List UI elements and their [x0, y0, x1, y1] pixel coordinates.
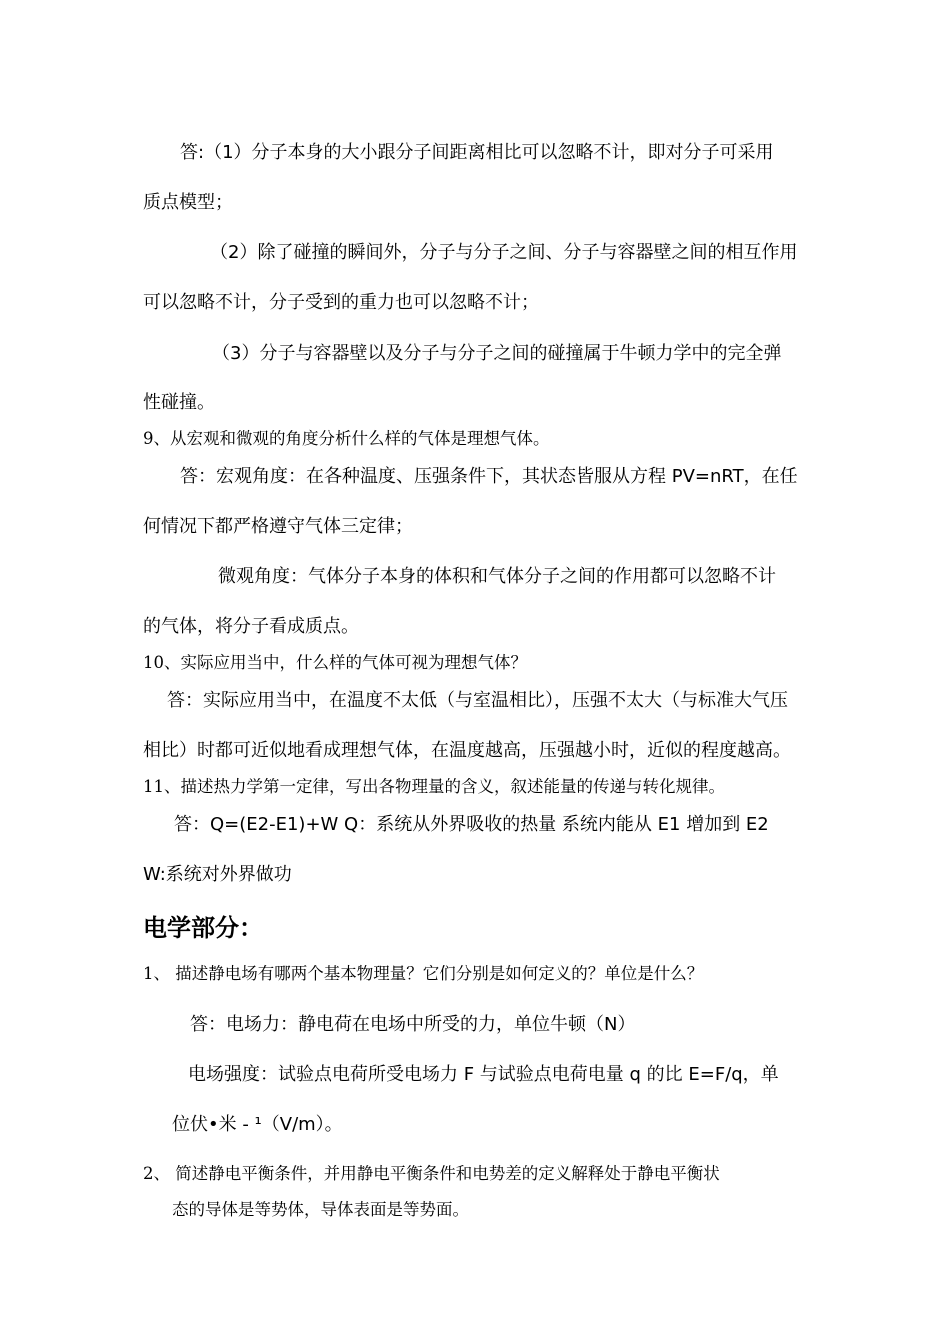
electric-answer-1-line-1: 答：电场力：静电荷在电场中所受的力，单位牛顿（N）	[190, 1014, 636, 1035]
answer-8-line-3: （2）除了碰撞的瞬间外，分子与分子之间、分子与容器壁之间的相互作用	[210, 242, 798, 263]
electric-answer-1-line-3: 位伏•米 - ¹（V/m）。	[172, 1114, 343, 1135]
question-10: 10、实际应用当中，什么样的气体可视为理想气体？	[143, 653, 527, 672]
answer-10-line-2: 相比）时都可近似地看成理想气体，在温度越高，压强越小时，近似的程度越高。	[143, 740, 791, 761]
answer-9-line-1: 答：宏观角度：在各种温度、压强条件下，其状态皆服从方程 PV=nRT，在任	[180, 466, 798, 487]
answer-9-line-2: 何情况下都严格遵守气体三定律；	[143, 516, 413, 537]
question-9: 9、从宏观和微观的角度分析什么样的气体是理想气体。	[143, 429, 550, 448]
answer-9-line-3: 微观角度：气体分子本身的体积和气体分子之间的作用都可以忽略不计	[218, 566, 776, 587]
answer-8-line-5: （3）分子与容器壁以及分子与分子之间的碰撞属于牛顿力学中的完全弹	[212, 343, 782, 364]
answer-8-line-4: 可以忽略不计，分子受到的重力也可以忽略不计；	[143, 292, 539, 313]
electric-answer-1-line-2: 电场强度：试验点电荷所受电场力 F 与试验点电荷电量 q 的比 E=F/q，单	[188, 1064, 779, 1085]
answer-10-line-1: 答：实际应用当中，在温度不太低（与室温相比），压强不太大（与标准大气压	[167, 690, 788, 711]
answer-11-line-1: 答：Q=(E2-E1)+W Q：系统从外界吸收的热量 系统内能从 E1 增加到 E2	[174, 814, 769, 835]
electric-question-2-line-2: 态的导体是等势体，导体表面是等势面。	[172, 1200, 469, 1219]
question-11: 11、描述热力学第一定律，写出各物理量的含义，叙述能量的传递与转化规律。	[143, 777, 725, 796]
answer-8-line-1: 答:（1）分子本身的大小跟分子间距离相比可以忽略不计，即对分子可采用	[180, 142, 774, 163]
answer-8-line-2: 质点模型；	[143, 192, 233, 213]
answer-11-line-2: W:系统对外界做功	[143, 864, 292, 885]
electric-question-2-line-1: 2、 简述静电平衡条件，并用静电平衡条件和电势差的定义解释处于静电平衡状	[143, 1164, 720, 1183]
answer-9-line-4: 的气体，将分子看成质点。	[143, 616, 359, 637]
section-heading-electricity: 电学部分：	[143, 914, 263, 942]
answer-8-line-6: 性碰撞。	[143, 392, 215, 413]
electric-question-1: 1、 描述静电场有哪两个基本物理量？它们分别是如何定义的？单位是什么？	[143, 964, 704, 983]
